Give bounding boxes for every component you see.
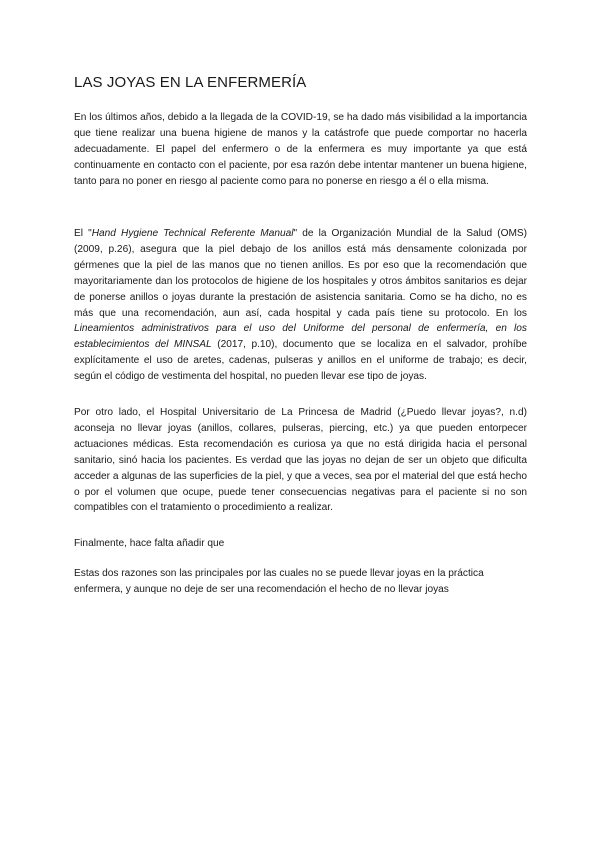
paragraph-conclusion: Estas dos razones son las principales por las cuales no se puede llevar joyas en la práctica enfermera, y aunque no deje de ser una recomendación el hecho de no llevar joyas — [74, 568, 484, 595]
document-title: LAS JOYAS EN LA ENFERMERÍA — [74, 74, 307, 91]
paragraph-hospital-princesa: Por otro lado, el Hospital Universitario de La Princesa de Madrid (¿Puedo llevar joyas?, n.d) aconseja no llevar joyas (anillos, collares, pulseras, piercing, etc.) ya que pueden entorpecer actuaciones médicas. Esta recomendación es curiosa ya que no está dirigida hacia el personal sanitario, sinó hacia los pacientes. Es verdad que las joyas no dejan de ser un objeto que dificulta acceder a algunas de las superficies de la piel, y que a veces, sea por el material del que está hecho o por el volumen que ocupe, puede tener consecuencias negativas para el paciente si no son compatibles con el tratamiento o procedimiento a realizar. — [74, 407, 527, 514]
paragraph-intro: En los últimos años, debido a la llegada de la COVID-19, se ha dado más visibilidad a la importancia que tiene realizar una buena higiene de manos y la catástrofe que puede comportar no hacerla adecuadamente. El papel del enfermero o de la enfermera es muy importante ya que está continuamente en contacto con el paciente, por esa razón debe intentar mantener un buena higiene, tanto para no poner en riesgo al paciente como para no ponerse en riesgo a él o ella misma. — [74, 112, 527, 187]
paragraph-finalmente: Finalmente, hace falta añadir que — [74, 538, 225, 549]
paragraph-oms-text-2: " de la Organización Mundial de la Salud (OMS) (2009, p.26), asegura que la piel debajo de los anillos está más densamente colonizada por gérmenes que la piel de las manos que no tienen anillos. Es por eso que la recomendación que mayoritariamente dan los protocolos de higiene de los hospitales y otros ámbitos sanitarios es dejar de ponerse anillos o joyas durante la prestación de asistencia sanitaria. Como se ha dicho, no es más que una recomendación, aun así, cada hospital y cada país tiene su protocolo. En los — [74, 228, 528, 319]
minsal-document-title: Lineamientos administrativos para el uso del Uniforme del personal de enfermería, en los establecimientos del MINSAL — [74, 323, 527, 351]
paragraph-oms — [74, 226, 527, 385]
oms-manual-title: Hand Hygiene Technical Referente Manual — [91, 228, 294, 239]
paragraph-oms-text-3: (2017, p.10), documento que se localiza en el salvador, prohíbe explícitamente el uso de aretes, cadenas, pulseras y anillos en el uniforme de trabajo; es decir, según el código de vestimenta del hospital, no pueden llevar ese tipo de joyas. — [74, 339, 528, 383]
paragraph-oms-text-1: El " — [74, 228, 92, 239]
